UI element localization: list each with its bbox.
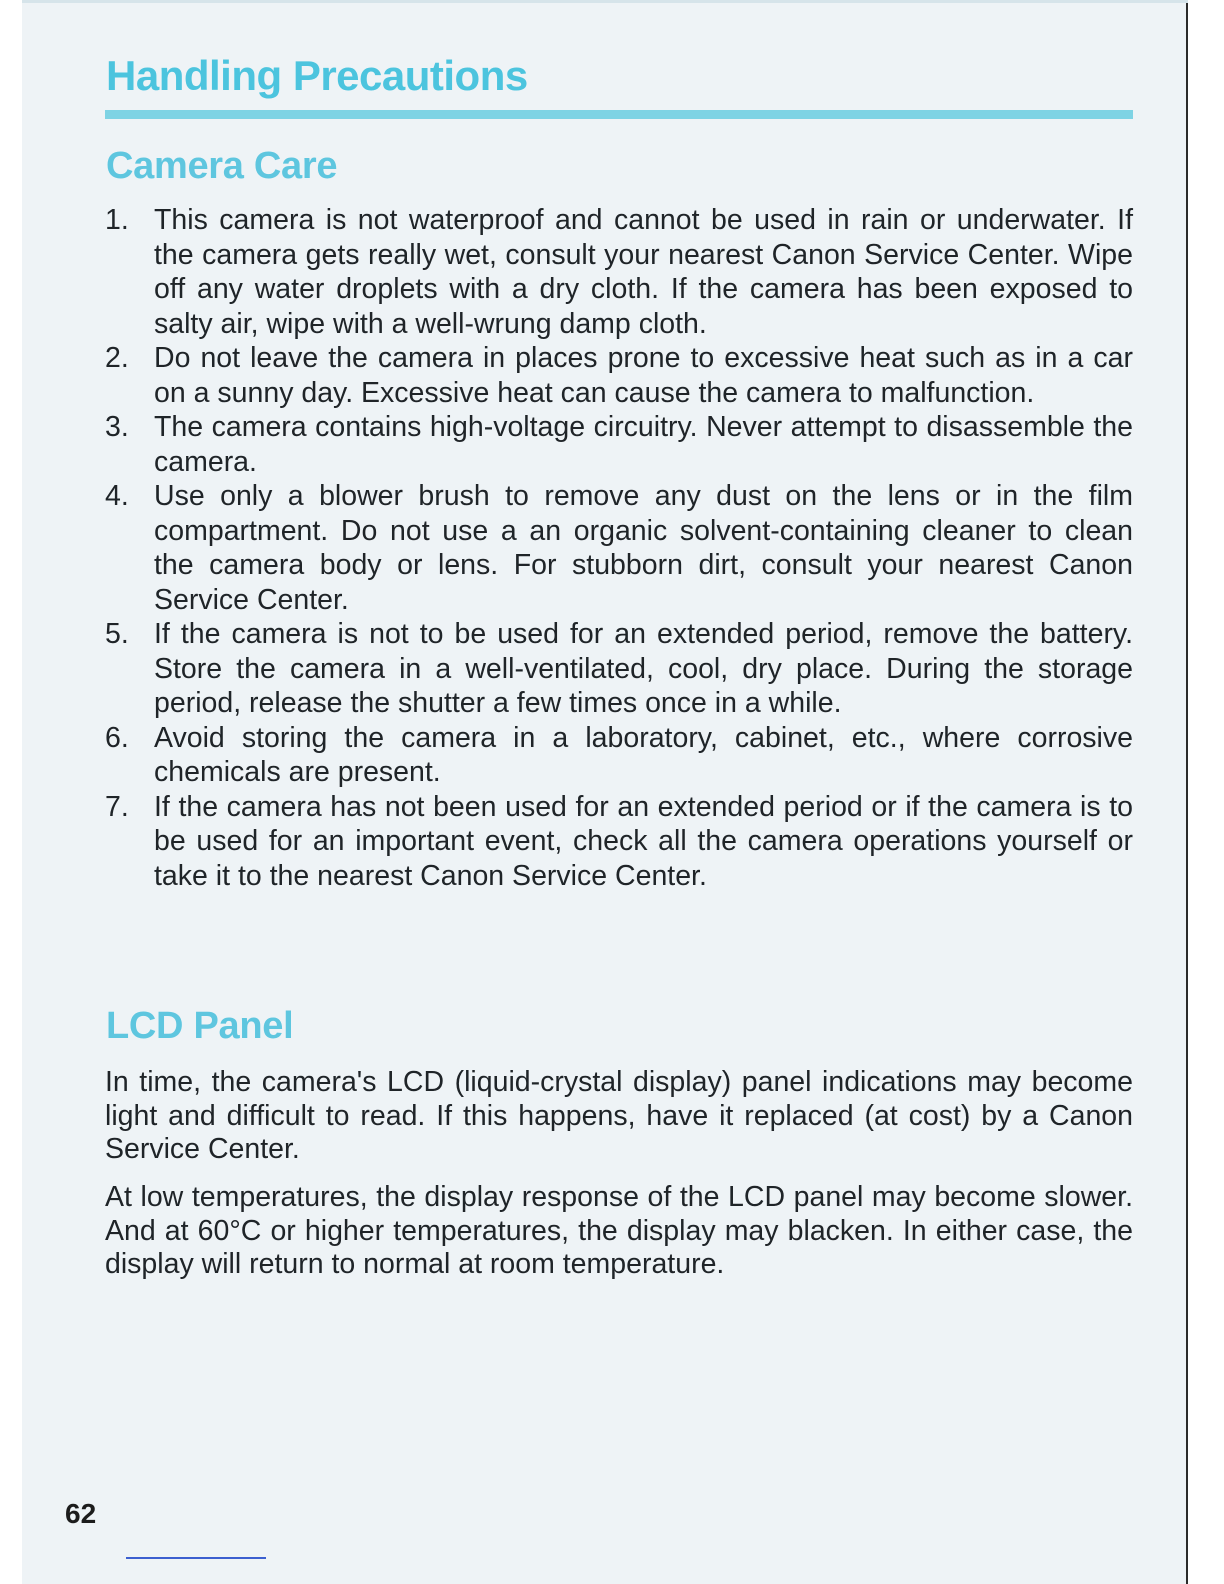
list-item-text: Use only a blower brush to remove any dust on the lens or in the film compartment. Do not use a an organic solvent-containing cleaner to clean the camera body or lens. For stubborn dirt, consult your nearest Canon Service Center. xyxy=(154,480,1133,616)
page-number: 62 xyxy=(65,1498,97,1529)
list-item xyxy=(105,790,1133,894)
page-top-edge xyxy=(22,0,1188,3)
list-item xyxy=(105,341,1133,410)
list-item-text: Do not leave the camera in places prone to excessive heat such as in a car on a sunny day. Excessive heat can cause the camera to malfunction. xyxy=(154,342,1133,409)
camera-care-heading: Camera Care xyxy=(106,145,338,187)
list-item-text: Avoid storing the camera in a laboratory, cabinet, etc., where corrosive chemicals are present. xyxy=(154,721,1133,788)
list-item xyxy=(105,479,1133,617)
list-item-text: If the camera has not been used for an extended period or if the camera is to be used for an important event, check all the camera operations yourself or take it to the nearest Canon Service Center. xyxy=(154,790,1133,892)
list-item-number: 7. xyxy=(105,790,129,823)
list-item-number: 3. xyxy=(105,411,129,443)
list-item-text: If the camera is not to be used for an extended period, remove the battery. Store the camera in a well-ventilated, cool, dry place. During the storage period, release the shutter a few times once in a while. xyxy=(154,618,1133,719)
list-item-number: 1. xyxy=(105,204,129,236)
list-item-number: 6. xyxy=(105,721,129,754)
list-item xyxy=(105,721,1133,790)
title-underline-rule xyxy=(105,110,1133,119)
list-item-text: The camera contains high-voltage circuitry. Never attempt to disassemble the camera. xyxy=(154,411,1133,478)
list-item-number: 4. xyxy=(105,480,129,512)
lcd-paragraph: At low temperatures, the display response of the LCD panel may become slower. And at 60°C or higher temperatures, the display may blacken. In either case, the display will return to normal at room temperature. xyxy=(105,1181,1133,1280)
list-item xyxy=(105,617,1133,721)
footer-link-underline xyxy=(126,1557,266,1559)
lcd-paragraph: In time, the camera's LCD (liquid-crystal display) panel indications may become light and difficult to read. If this happens, have it replaced (at cost) by a Canon Service Center. xyxy=(105,1066,1133,1165)
camera-care-list xyxy=(105,203,1133,893)
page-title: Handling Precautions xyxy=(106,52,528,99)
list-item-text: This camera is not waterproof and cannot be used in rain or underwater. If the camera gets really wet, consult your nearest Canon Service Center. Wipe off any water droplets with a dry cloth. If the camera has been exposed to salty air, wipe with a well-wrung damp cloth. xyxy=(154,204,1133,340)
list-item-number: 5. xyxy=(105,618,129,650)
lcd-panel-heading: LCD Panel xyxy=(106,1005,294,1047)
list-item xyxy=(105,410,1133,479)
list-item-number: 2. xyxy=(105,342,129,374)
list-item xyxy=(105,203,1133,341)
